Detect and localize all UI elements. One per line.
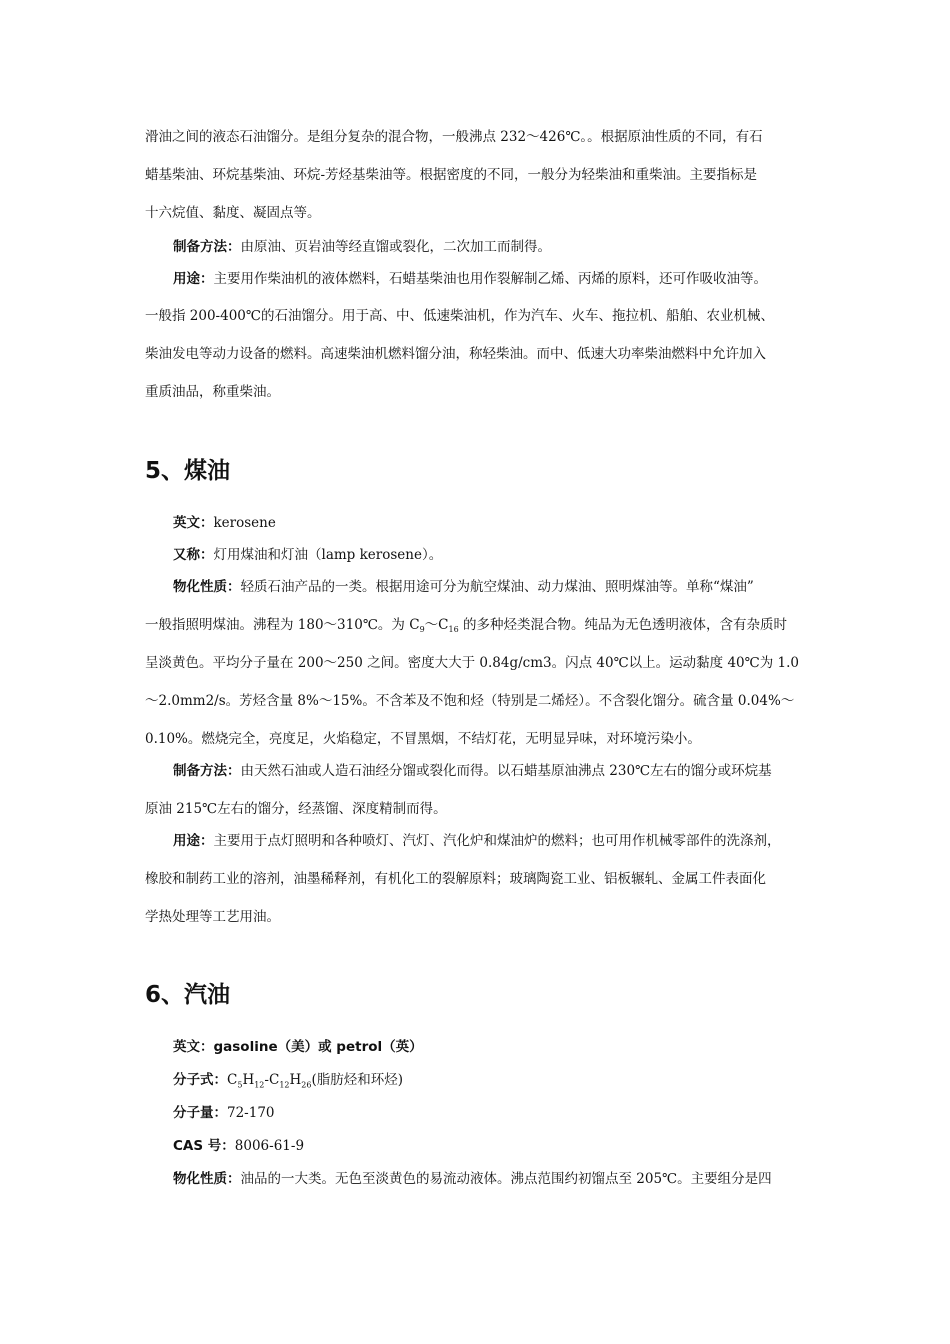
kerosene-prep-line <box>173 762 772 780</box>
diesel-desc-line-3: 十六烷值、黏度、凝固点等。 <box>145 205 321 221</box>
props-text: 轻质石油产品的一类。根据用途可分为航空煤油、动力煤油、照明煤油等。单称“煤油” <box>240 579 754 595</box>
diesel-desc-line-1: 滑油之间的液态石油馏分。是组分复杂的混合物，一般沸点 232～426℃。。根据原油性质的不同，有石 <box>145 129 763 145</box>
prep-text: 由天然石油或人造石油经分馏或裂化而得。以石蜡基原油沸点 230℃左右的馏分或环烷基 <box>240 763 772 779</box>
diesel-use-line-3: 柴油发电等动力设备的燃料。高速柴油机燃料馏分油，称轻柴油。而中、低速大功率柴油燃料中允许加入 <box>145 346 766 362</box>
formula-label: 分子式： <box>173 1072 227 1088</box>
props-label: 物化性质： <box>173 1171 241 1187</box>
cas-value: 8006-61-9 <box>234 1138 305 1154</box>
diesel-prep-line <box>173 238 551 256</box>
gasoline-english-line <box>173 1038 423 1056</box>
use-text: 主要用于点灯照明和各种喷灯、汽灯、汽化炉和煤油炉的燃料；也可用作机械零部件的洗涤剂， <box>213 833 781 849</box>
kerosene-props-line-2: 一般指照明煤油。沸程为 180～310℃。为 $C_9\sim C_{16}$ 的多种烃类混合物。纯品为无色透明液体，含有杂质时 <box>145 617 787 634</box>
diesel-use-line <box>173 270 767 288</box>
kerosene-english-line <box>173 514 276 532</box>
props-label: 物化性质： <box>173 579 241 595</box>
kerosene-props-line <box>173 578 754 596</box>
kerosene-use-line <box>173 832 781 850</box>
english-label: 英文： <box>173 1039 214 1055</box>
kerosene-use-line-2: 橡胶和制药工业的溶剂，油墨稀释剂，有机化工的裂解原料；玻璃陶瓷工业、铝板辗轧、金属工件表面化 <box>145 871 766 887</box>
mw-value: 72-170 <box>227 1105 275 1121</box>
diesel-use-line-2: 一般指 200-400℃的石油馏分。用于高、中、低速柴油机，作为汽车、火车、拖拉机、船舶、农业机械、 <box>145 308 774 324</box>
diesel-desc-line-2: 蜡基柴油、环烷基柴油、环烷-芳烃基柴油等。根据密度的不同，一般分为轻柴油和重柴油。主要指标是 <box>145 167 758 183</box>
gasoline-mw-line <box>173 1104 275 1122</box>
prep-text: 由原油、页岩油等经直馏或裂化，二次加工而制得。 <box>240 239 551 255</box>
prep-label: 制备方法： <box>173 239 241 255</box>
gasoline-props-line <box>173 1170 772 1188</box>
use-text: 主要用作柴油机的液体燃料，石蜡基柴油也用作裂解制乙烯、丙烯的原料，还可作吸收油等。 <box>213 271 767 287</box>
english-value: gasoline（美）或 petrol（英） <box>213 1039 423 1055</box>
kerosene-props-line-3: 呈淡黄色。平均分子量在 200～250 之间。密度大大于 0.84g/cm3。闪点 40℃以上。运动黏度 40℃为 1.0 <box>145 655 800 671</box>
mw-label: 分子量： <box>173 1105 227 1121</box>
props-text: 油品的一大类。无色至淡黄色的易流动液体。沸点范围约初馏点至 205℃。主要组分是四 <box>240 1171 772 1187</box>
english-label: 英文： <box>173 515 214 531</box>
english-value: kerosene <box>213 515 276 531</box>
use-label: 用途： <box>173 271 214 287</box>
kerosene-use-line-3: 学热处理等工艺用油。 <box>145 909 280 925</box>
alias-value: 灯用煤油和灯油（lamp kerosene）。 <box>213 547 443 563</box>
kerosene-props-line-5: 0.10%。燃烧完全，亮度足，火焰稳定，不冒黑烟，不结灯花，无明显异味，对环境污染小。 <box>145 731 701 747</box>
gasoline-cas-line <box>173 1137 304 1155</box>
use-label: 用途： <box>173 833 214 849</box>
prep-label: 制备方法： <box>173 763 241 779</box>
diesel-use-line-4: 重质油品，称重柴油。 <box>145 384 280 400</box>
gasoline-formula-line: 分子式：$C_5H_{12}-C_{12}H_{26}$(脂肪烃和环烃) <box>173 1072 404 1090</box>
alias-label: 又称： <box>173 547 214 563</box>
kerosene-props-line-4: ～2.0mm2/s。芳烃含量 8%～15%。不含苯及不饱和烃（特别是二烯烃）。不含裂化馏分。硫含量 0.04%～ <box>145 693 795 709</box>
cas-label: CAS 号： <box>173 1138 235 1154</box>
section-heading-gasoline: 6、汽油 <box>145 982 231 1008</box>
section-heading-kerosene: 5、煤油 <box>145 458 231 484</box>
kerosene-prep-line-2: 原油 215℃左右的馏分，经蒸馏、深度精制而得。 <box>145 801 447 817</box>
kerosene-alias-line <box>173 546 442 564</box>
